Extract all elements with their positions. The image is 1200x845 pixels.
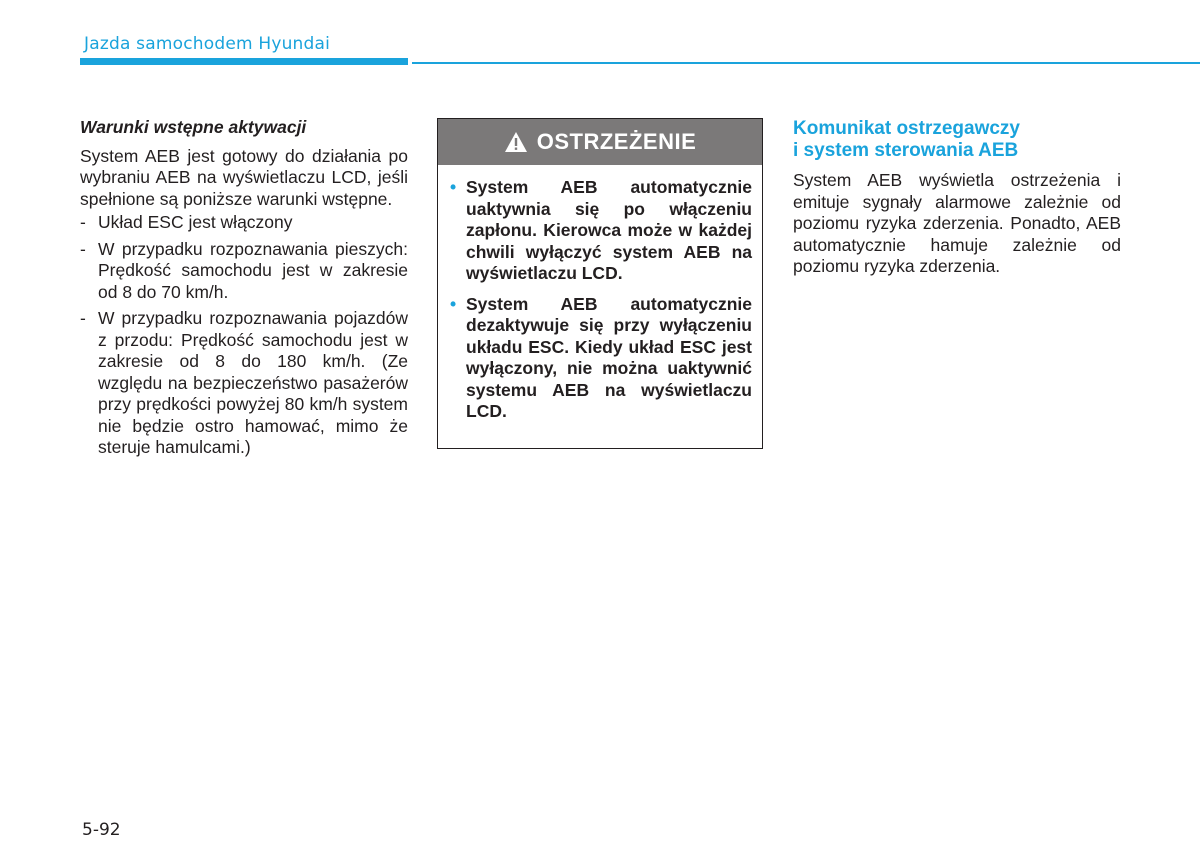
list-item: [80, 308, 408, 459]
dash-marker: -: [80, 212, 86, 232]
conditions-list: [80, 212, 408, 459]
header-title: Jazda samochodem Hyundai: [84, 34, 331, 54]
intro-paragraph: System AEB jest gotowy do działania po wybraniu AEB na wyświetlaczu LCD, jeśli spełnione są poniższe warunki wstępne.: [80, 145, 408, 209]
list-item: [80, 212, 408, 234]
warning-triangle-icon: [504, 131, 528, 153]
list-item-text: W przypadku rozpoznawania pojazdów z przodu: Prędkość samochodu jest w zakresie od 8 do 180 km/h. (Ze względu na bezpieczeństwo pasażerów przy prędkości powyżej 80 km/h system nie będzie ostro hamować, mimo że steruje hamulcami.): [98, 308, 408, 457]
header-rule-thin: [412, 62, 1200, 64]
subheading: Warunki wstępne aktywacji: [80, 117, 307, 137]
section-paragraph: System AEB wyświetla ostrzeżenia i emituje sygnały alarmowe zależnie od poziomu ryzyka zderzenia. Ponadto, AEB automatycznie hamuje zależnie od poziomu ryzyka zderzenia.: [793, 170, 1121, 276]
warning-header: [438, 119, 762, 165]
section-heading-line1: Komunikat ostrzegawczy: [793, 118, 1020, 139]
warning-box: [437, 118, 763, 449]
header-rule-thick: [80, 58, 408, 65]
list-item-text: Układ ESC jest włączony: [98, 212, 293, 232]
warning-title: OSTRZEŻENIE: [536, 129, 697, 154]
bullet-icon: •: [450, 177, 457, 197]
bullet-icon: •: [450, 293, 457, 314]
list-item: [450, 177, 752, 285]
list-item: [450, 293, 752, 423]
section-heading: [793, 118, 1121, 162]
dash-marker: -: [80, 238, 86, 259]
right-column: [793, 118, 1121, 280]
section-heading-line2: i system sterowania AEB: [793, 140, 1019, 161]
warning-list: [450, 177, 752, 423]
page-number: 5-92: [82, 820, 121, 840]
list-item-text: System AEB automatycznie dezaktywuje się przy wyłączeniu układu ESC. Kiedy układ ESC jest wyłączony, nie można uaktywnić systemu AEB na wyświetlaczu LCD.: [466, 293, 752, 421]
list-item-text: W przypadku rozpoznawania pieszych: Prędkość samochodu jest w zakresie od 8 do 70 km/h.: [98, 238, 408, 302]
warning-body: [438, 165, 762, 423]
dash-marker: -: [80, 308, 86, 328]
list-item: [80, 239, 408, 304]
left-column: [80, 117, 408, 464]
list-item-text: System AEB automatycznie uaktywnia się po włączeniu zapłonu. Kierowca może w każdej chwili wyłączyć system AEB na wyświetlaczu LCD.: [466, 177, 752, 283]
